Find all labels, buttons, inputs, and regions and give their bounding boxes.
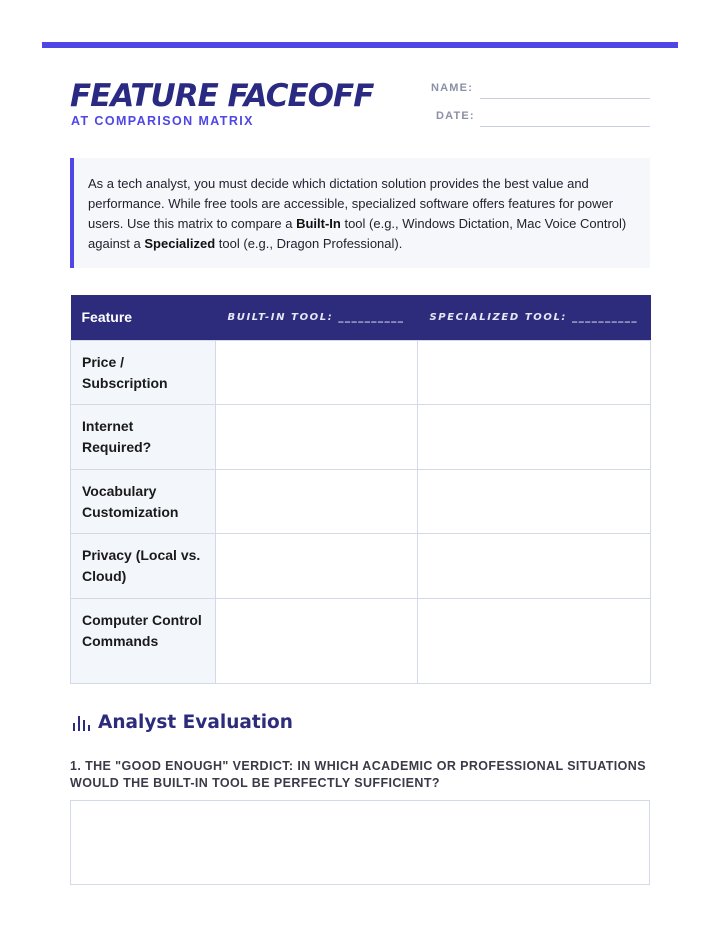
feature-cell: Computer Control Commands bbox=[71, 598, 216, 683]
feature-cell: Internet Required? bbox=[71, 404, 216, 469]
intro-box bbox=[70, 158, 650, 268]
header-specialized-tool: SPECIALIZED TOOL: __________ bbox=[418, 295, 651, 340]
date-label: DATE: bbox=[436, 110, 475, 122]
intro-text: As a tech analyst, you must decide which dictation solution provides the best value and performance. While free tools are accessible, specialized software offers features for power users. Use this matrix to compare a Built-In tool (e.g., Windows Dictation, Mac Voice Control) against a Specialized tool (e.g., Dragon Professional). bbox=[88, 176, 627, 251]
feature-cell: Vocabulary Customization bbox=[71, 469, 216, 533]
specialized-cell[interactable] bbox=[418, 340, 651, 404]
built-in-cell[interactable] bbox=[216, 533, 418, 598]
comparison-matrix bbox=[70, 295, 651, 684]
bar-chart-icon bbox=[72, 714, 90, 732]
table-row bbox=[71, 598, 651, 683]
specialized-cell[interactable] bbox=[418, 404, 651, 469]
page-title: FEATURE FACEOFF bbox=[70, 78, 374, 114]
built-in-cell[interactable] bbox=[216, 469, 418, 533]
built-in-cell[interactable] bbox=[216, 340, 418, 404]
header-built-in-tool: BUILT-IN TOOL: __________ bbox=[216, 295, 418, 340]
specialized-cell[interactable] bbox=[418, 469, 651, 533]
built-in-cell[interactable] bbox=[216, 598, 418, 683]
built-in-cell[interactable] bbox=[216, 404, 418, 469]
table-row bbox=[71, 533, 651, 598]
table-row bbox=[71, 469, 651, 533]
feature-cell: Privacy (Local vs. Cloud) bbox=[71, 533, 216, 598]
table-row bbox=[71, 340, 651, 404]
date-field[interactable] bbox=[480, 126, 650, 127]
top-accent-bar bbox=[42, 42, 678, 48]
name-label: NAME: bbox=[431, 82, 474, 94]
feature-cell: Price / Subscription bbox=[71, 340, 216, 404]
question-1: 1. THE "GOOD ENOUGH" VERDICT: IN WHICH ACADEMIC OR PROFESSIONAL SITUATIONS WOULD THE BUILT-IN TOOL BE PERFECTLY SUFFICIENT? bbox=[70, 759, 646, 790]
name-field[interactable] bbox=[480, 98, 650, 99]
evaluation-title: Analyst Evaluation bbox=[98, 712, 293, 733]
page-subtitle: AT COMPARISON MATRIX bbox=[71, 114, 254, 128]
answer-box-1[interactable] bbox=[70, 800, 650, 885]
table-row bbox=[71, 404, 651, 469]
specialized-cell[interactable] bbox=[418, 533, 651, 598]
header-feature: Feature bbox=[71, 295, 216, 340]
specialized-cell[interactable] bbox=[418, 598, 651, 683]
